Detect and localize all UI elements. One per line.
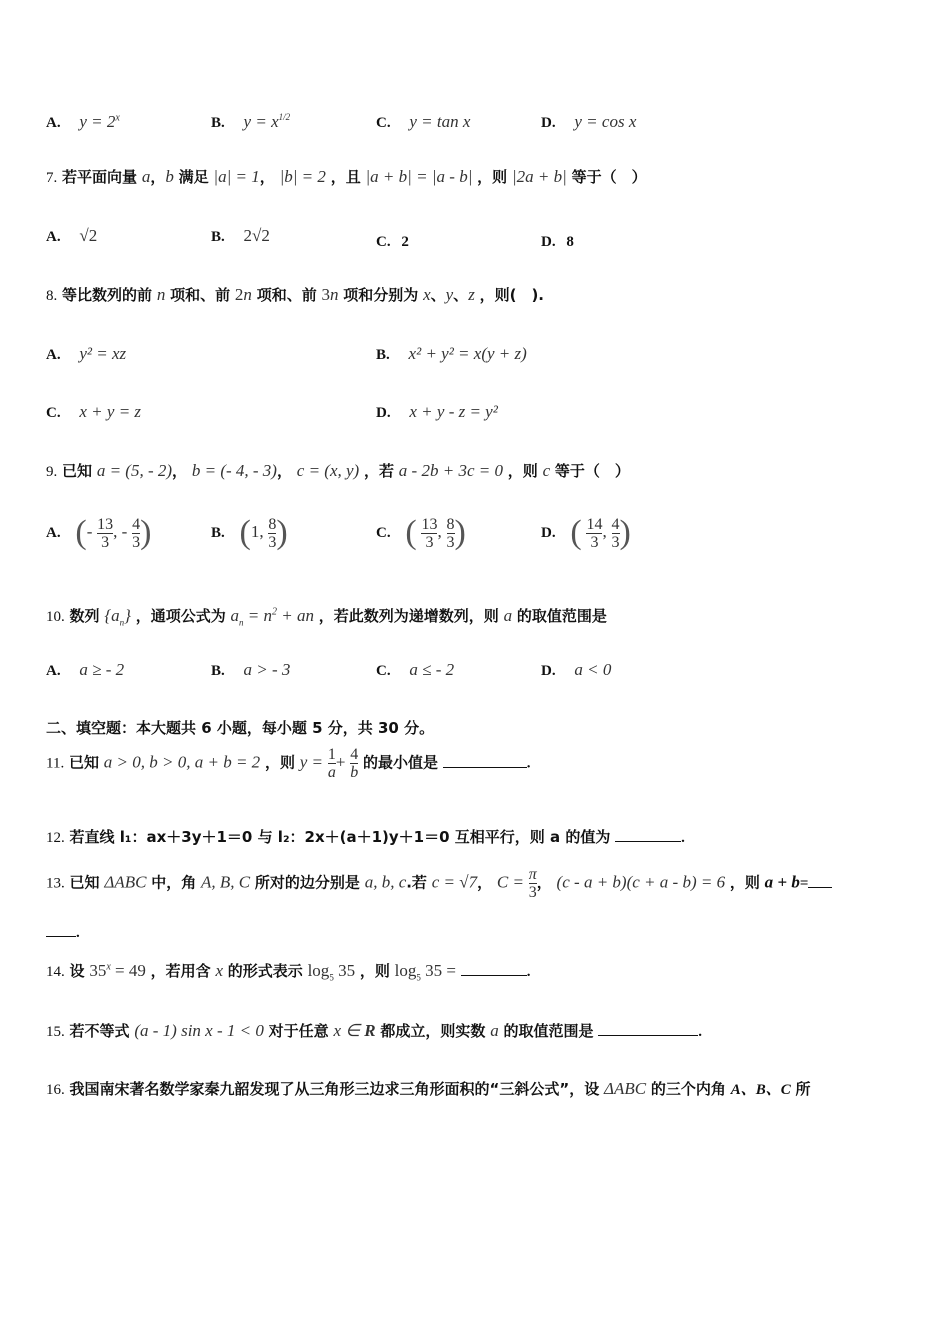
question-13-cont: . <box>46 922 80 942</box>
q13-answer-blank[interactable] <box>808 873 832 888</box>
q10-option-a: A. a ≥ - 2 <box>46 660 125 679</box>
question-8: 8. 等比数列的前 n 项和、前 2n 项和、前 3n 项和分别为 x、y、z ，则( ). <box>46 285 545 304</box>
q6-option-a: A. $y = 2^x$ <box>46 112 120 131</box>
q6-option-c: C. y = tan x <box>376 112 471 131</box>
question-12: 12. 若直线 l₁：ax＋3y＋1＝0 与 l₂：2x＋(a＋1)y＋1＝0 互相平行，则 a 的值为 . <box>46 828 685 846</box>
q8-option-c: C. x + y = z <box>46 402 142 421</box>
question-9: 9. 已知 a = (5, - 2)， b = (- 4, - 3)， c = (x, y) ，若 a - 2b + 3c = 0 ，则 c 等于（ ） <box>46 461 630 480</box>
section-2-title: 二、填空题：本大题共 6 小题，每小题 5 分，共 30 分。 <box>46 719 435 737</box>
q14-answer-blank[interactable] <box>461 961 527 976</box>
question-14: 14. 设 $35^x = 49$ ，若用含 x 的形式表示 $\log_5 35$ ，则 $\log_5 35$ = . <box>46 961 531 983</box>
q7-option-c: C. 2 <box>376 234 409 250</box>
q15-answer-blank[interactable] <box>598 1021 698 1036</box>
q9-option-b: B. (1, $\frac{8}{3}$ ) <box>211 514 288 551</box>
q8-option-a: A. y² = xz <box>46 344 127 363</box>
question-7: 7. 若平面向量 a，b 满足 |a| = 1， |b| = 2 ，且 |a + b| = |a - b| ，则 |2a + b| 等于（ ） <box>46 167 647 186</box>
question-16: 16. 我国南宋著名数学家秦九韶发现了从三角形三边求三角形面积的“三斜公式”，设 ΔABC 的三个内角 A、B、C 所 <box>46 1079 811 1098</box>
q8-option-b: B. x² + y² = x(y + z) <box>376 344 527 363</box>
q9-option-c: C. ( $\frac{13}{3}$ , $\frac{8}{3}$ ) <box>376 514 466 551</box>
q6-option-a-math: $y = 2^x$ <box>79 112 120 131</box>
q10-option-d: D. a < 0 <box>541 660 612 679</box>
q9-option-d: D. ( $\frac{14}{3}$ , $\frac{4}{3}$ ) <box>541 514 631 551</box>
question-13: 13. 已知 ΔABC 中，角 A, B, C 所对的边分别是 a, b, c.若 c = √7， C = $\frac{\pi}{3}$ ， (c - a + b)(c + a - b) = 6 ，则 a + b= <box>46 866 832 901</box>
question-11: 11. 已知 a > 0, b > 0, a + b = 2 ，则 y = $\frac{1}{a}$ + $\frac{4}{b}$ 的最小值是 . <box>46 746 531 781</box>
question-10: 10. 数列 $\{a_n\}$ ，通项公式为 $a_n = n^2$ + an ，若此数列为递增数列，则 a 的取值范围是 <box>46 606 607 628</box>
q6-option-d: D. y = cos x <box>541 112 637 131</box>
q12-answer-blank[interactable] <box>615 827 681 842</box>
q9-option-a: A. (- $\frac{13}{3}$ , - $\frac{4}{3}$ ) <box>46 514 152 551</box>
q6-option-c-math: y = tan x <box>409 112 471 131</box>
q7-option-b: B. 2√2 <box>211 226 270 245</box>
q6-option-b-math: $y = x^{1/2}$ <box>243 112 291 131</box>
q6-option-b: B. $y = x^{1/2}$ <box>211 112 291 131</box>
q7-option-a: A. √2 <box>46 226 98 245</box>
q8-option-d: D. x + y - z = y² <box>376 402 498 421</box>
q11-answer-blank[interactable] <box>443 753 527 768</box>
question-15: 15. 若不等式 (a - 1) sin x - 1 < 0 对于任意 x ∈ R 都成立，则实数 a 的取值范围是 . <box>46 1021 703 1040</box>
q10-option-b: B. a > - 3 <box>211 660 291 679</box>
q13-answer-blank-cont[interactable] <box>46 922 76 937</box>
q7-option-d: D. 8 <box>541 234 574 250</box>
q6-option-d-math: y = cos x <box>574 112 637 131</box>
q10-option-c: C. a ≤ - 2 <box>376 660 455 679</box>
